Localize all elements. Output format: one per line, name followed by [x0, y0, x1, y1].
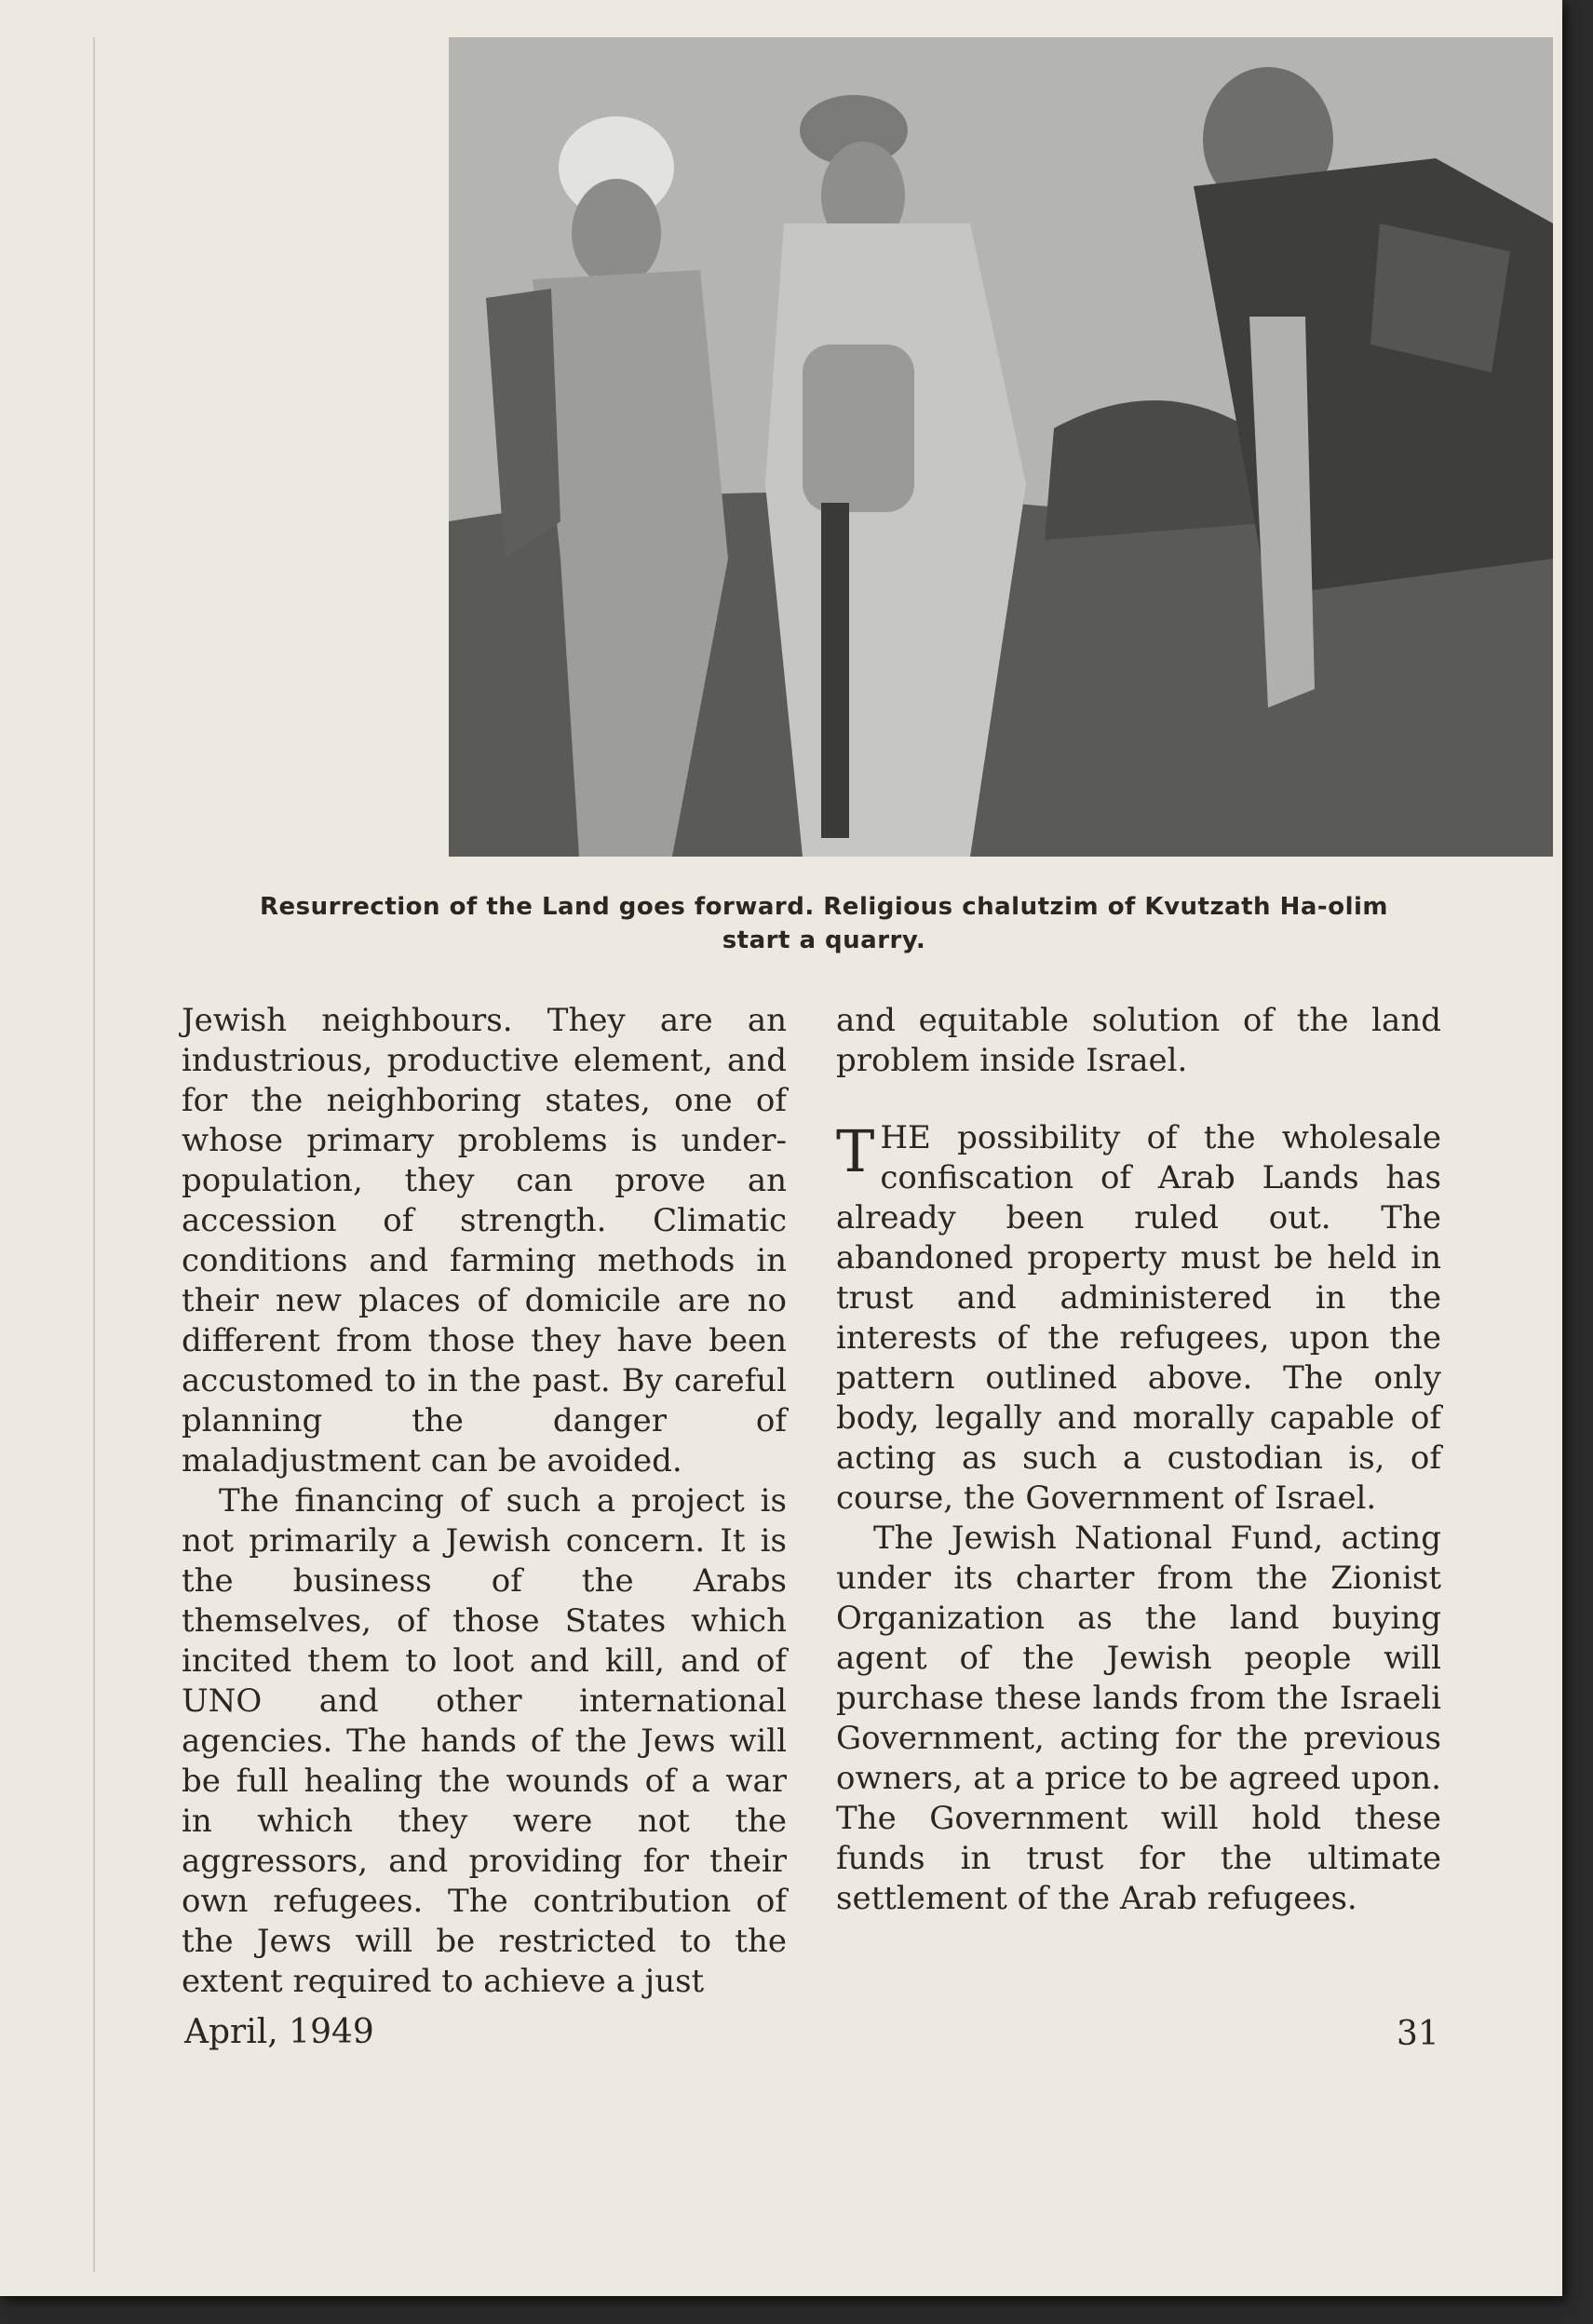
article-column-right: [836, 1001, 1441, 1919]
issue-date: April, 1949: [184, 2013, 374, 2051]
paragraph-left-2: The financing of such a project is not primarily a Jewish concern. It is the business of the Arabs themselves, of those States which incited them to loot and kill, and of UNO and other international agencies. The hands of the Jews will be full healing the wounds of a war in which they were not the aggressors, and providing for their own refugees. The contribution of the Jews will be restricted to the extent required to achieve a just: [182, 1482, 787, 2000]
caption-line-1: Resurrection of the Land goes forward. Religious chalutzim of Kvutzath Ha-olim: [260, 893, 1388, 921]
paragraph-right-2-text: HE possibility of the wholesale confiscation of Arab Lands has already been ruled out. The abandoned property must be held in trust and administered in the interests of the refugees, upon the pattern outlined above. The only body, legally and morally capable of acting as such a custodian is, of course, the Government of Israel.: [836, 1119, 1441, 1517]
drop-cap-letter: T: [836, 1117, 875, 1185]
photo-illustration: [449, 37, 1553, 857]
caption-line-2: start a quarry.: [722, 926, 926, 954]
paragraph-right-1: and equitable solution of the land problem inside Israel.: [836, 1002, 1441, 1079]
paragraph-right-3: The Jewish National Fund, acting under its charter from the Zionist Organization as the land buying agent of the Jewish people will purchase these lands from the Israeli Government, acting for the previous owners, at a price to be agreed upon. The Government will hold these funds in trust for the ultimate settlement of the Arab refugees.: [836, 1520, 1441, 1917]
photo-caption: [182, 890, 1466, 957]
quarry-photograph: [449, 37, 1553, 857]
article-column-left: [182, 1001, 787, 2002]
paragraph-left-1: Jewish neighbours. They are an industrious, productive element, and for the neighboring states, one of whose primary problems is under-population, they can prove an accession of strength. Climatic conditions and farming methods in their new places of domicile are no different from those they have been accustomed to in the past. By careful planning the danger of maladjustment can be avoided.: [182, 1002, 787, 1480]
paragraph-right-2: [836, 1118, 1441, 1519]
paragraph-spacer: [836, 1081, 1441, 1118]
page-gutter-line: [93, 37, 95, 2272]
page-number: 31: [1397, 2015, 1439, 2053]
